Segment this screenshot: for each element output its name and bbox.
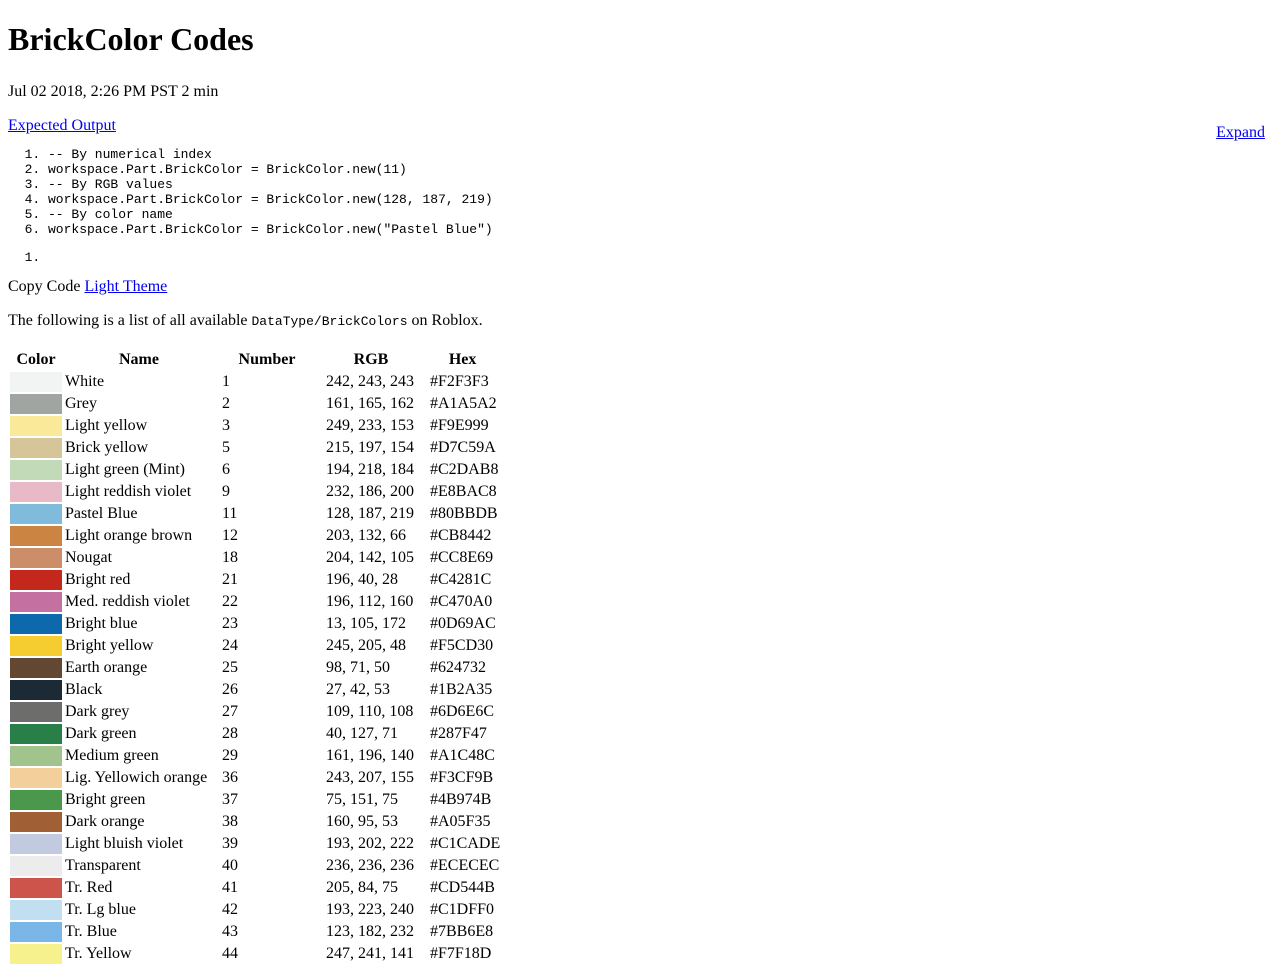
cell-number: 18: [222, 549, 238, 566]
cell-hex: #E8BAC8: [430, 483, 497, 500]
cell-rgb: 242, 243, 243: [326, 373, 414, 390]
color-swatch-cell: [10, 526, 62, 546]
cell-hex: #F3CF9B: [430, 769, 494, 786]
color-swatch: [10, 768, 62, 788]
cell-number: 38: [222, 813, 238, 830]
cell-rgb: 27, 42, 53: [326, 681, 390, 698]
table-row: [10, 548, 501, 568]
cell-number: 9: [222, 483, 230, 500]
cell-number: 3: [222, 417, 230, 434]
table-row: [10, 856, 501, 876]
header-hex: Hex: [448, 351, 477, 368]
cell-rgb: 205, 84, 75: [326, 879, 398, 896]
cell-hex: #CD544B: [430, 879, 495, 896]
color-swatch-cell: [10, 944, 62, 964]
color-swatch: [10, 658, 62, 678]
cell-number: 2: [222, 395, 230, 412]
color-swatch: [10, 944, 62, 964]
table-row: [10, 372, 501, 392]
cell-number: 11: [222, 505, 238, 522]
page-title: BrickColor Codes: [8, 21, 254, 57]
cell-name: Light orange brown: [65, 527, 193, 544]
cell-hex: #C1DFF0: [430, 901, 495, 918]
code-toolbar: [8, 117, 1265, 141]
cell-hex: #624732: [430, 659, 486, 676]
table-row: [10, 636, 501, 656]
color-swatch: [10, 372, 62, 392]
code-block: [8, 147, 1265, 237]
table-row: [10, 900, 501, 920]
color-swatch-cell: [10, 680, 62, 700]
intro-before: The following is a list of all available: [8, 312, 248, 329]
table-row: [10, 394, 501, 414]
color-swatch-cell: [10, 614, 62, 634]
cell-hex: #C1CADE: [430, 835, 501, 852]
copy-code-button[interactable]: Copy Code: [8, 278, 81, 295]
color-swatch: [10, 526, 62, 546]
header-name: Name: [119, 351, 159, 368]
color-swatch-cell: [10, 394, 62, 414]
color-swatch: [10, 548, 62, 568]
cell-name: Bright blue: [65, 615, 138, 632]
color-swatch-cell: [10, 878, 62, 898]
color-swatch: [10, 614, 62, 634]
cell-name: Black: [65, 681, 103, 698]
cell-rgb: 109, 110, 108: [326, 703, 414, 720]
cell-hex: #A1C48C: [430, 747, 495, 764]
color-swatch-cell: [10, 460, 62, 480]
cell-hex: #C470A0: [430, 593, 493, 610]
cell-hex: #F2F3F3: [430, 373, 489, 390]
cell-hex: #0D69AC: [430, 615, 496, 632]
code-line: 4. workspace.Part.BrickColor = BrickColor.new(128, 187, 219): [48, 192, 1265, 207]
cell-name: Light green (Mint): [65, 461, 185, 478]
cell-number: 36: [222, 769, 238, 786]
cell-name: Dark grey: [65, 703, 130, 720]
cell-hex: #A1A5A2: [430, 395, 497, 412]
cell-name: Dark orange: [65, 813, 145, 830]
cell-name: White: [65, 373, 105, 390]
table-row: [10, 768, 501, 788]
cell-number: 43: [222, 923, 238, 940]
color-swatch: [10, 504, 62, 524]
cell-number: 28: [222, 725, 238, 742]
cell-name: Nougat: [65, 549, 113, 566]
cell-name: Tr. Blue: [65, 923, 117, 940]
cell-rgb: 203, 132, 66: [326, 527, 406, 544]
table-row: [10, 416, 501, 436]
color-swatch-cell: [10, 636, 62, 656]
color-swatch: [10, 790, 62, 810]
cell-number: 23: [222, 615, 238, 632]
code-actions: [8, 278, 1265, 296]
cell-hex: #1B2A35: [430, 681, 493, 698]
cell-rgb: 193, 202, 222: [326, 835, 414, 852]
header-color: Color: [16, 351, 56, 368]
cell-rgb: 249, 233, 153: [326, 417, 414, 434]
table-row: [10, 790, 501, 810]
cell-name: Transparent: [65, 857, 141, 874]
color-swatch-cell: [10, 548, 62, 568]
color-swatch-cell: [10, 768, 62, 788]
cell-rgb: 245, 205, 48: [326, 637, 406, 654]
cell-hex: #6D6E6C: [430, 703, 494, 720]
color-swatch: [10, 702, 62, 722]
cell-rgb: 204, 142, 105: [326, 549, 414, 566]
cell-name: Bright red: [65, 571, 131, 588]
table-row: [10, 922, 501, 942]
cell-number: 24: [222, 637, 238, 654]
cell-hex: #C4281C: [430, 571, 492, 588]
output-line: [48, 250, 1265, 265]
cell-number: 6: [222, 461, 230, 478]
cell-hex: #ECECEC: [430, 857, 500, 874]
cell-number: 26: [222, 681, 238, 698]
cell-name: Bright green: [65, 791, 146, 808]
intro-text: [8, 312, 1265, 331]
table-header-row: [10, 350, 501, 370]
table-row: [10, 724, 501, 744]
output-block: [8, 250, 1265, 265]
code-line: 2. workspace.Part.BrickColor = BrickColor.new(11): [48, 162, 1265, 177]
color-swatch: [10, 812, 62, 832]
color-swatch-cell: [10, 856, 62, 876]
color-swatch: [10, 878, 62, 898]
cell-hex: #80BBDB: [430, 505, 498, 522]
cell-name: Light yellow: [65, 417, 148, 434]
cell-hex: #CB8442: [430, 527, 492, 544]
cell-rgb: 194, 218, 184: [326, 461, 414, 478]
color-swatch-cell: [10, 438, 62, 458]
cell-name: Lig. Yellowich orange: [65, 769, 208, 786]
table-row: [10, 438, 501, 458]
color-swatch-cell: [10, 592, 62, 612]
color-swatch-cell: [10, 570, 62, 590]
color-swatch: [10, 746, 62, 766]
cell-number: 25: [222, 659, 238, 676]
cell-number: 5: [222, 439, 230, 456]
color-swatch: [10, 460, 62, 480]
color-swatch-cell: [10, 812, 62, 832]
cell-rgb: 196, 40, 28: [326, 571, 398, 588]
header-rgb: RGB: [353, 351, 389, 368]
cell-rgb: 98, 71, 50: [326, 659, 390, 676]
color-swatch-cell: [10, 504, 62, 524]
cell-rgb: 232, 186, 200: [326, 483, 414, 500]
color-swatch-cell: [10, 922, 62, 942]
cell-number: 44: [222, 945, 238, 962]
cell-name: Pastel Blue: [65, 505, 138, 522]
cell-number: 22: [222, 593, 238, 610]
cell-rgb: 40, 127, 71: [326, 725, 398, 742]
code-line: 1. -- By numerical index: [48, 147, 1265, 162]
cell-name: Med. reddish violet: [65, 593, 190, 610]
header-number: Number: [238, 351, 296, 368]
color-swatch: [10, 922, 62, 942]
color-swatch: [10, 680, 62, 700]
color-swatch: [10, 724, 62, 744]
cell-rgb: 196, 112, 160: [326, 593, 414, 610]
cell-number: 37: [222, 791, 238, 808]
intro-code: DataType/BrickColors: [251, 314, 408, 329]
cell-name: Tr. Yellow: [65, 945, 132, 962]
page: [8, 0, 1265, 966]
cell-name: Grey: [65, 395, 97, 412]
cell-number: 39: [222, 835, 238, 852]
cell-hex: #7BB6E8: [430, 923, 494, 940]
cell-hex: #F5CD30: [430, 637, 494, 654]
table-row: [10, 878, 501, 898]
table-row: [10, 944, 501, 964]
table-body: [10, 372, 501, 964]
table-row: [10, 460, 501, 480]
table-row: [10, 702, 501, 722]
cell-name: Medium green: [65, 747, 159, 764]
color-swatch: [10, 856, 62, 876]
color-swatch-cell: [10, 790, 62, 810]
cell-number: 12: [222, 527, 238, 544]
table-row: [10, 658, 501, 678]
code-line: 6. workspace.Part.BrickColor = BrickColor.new("Pastel Blue"): [48, 222, 1265, 237]
cell-hex: #287F47: [430, 725, 487, 742]
cell-number: 1: [222, 373, 230, 390]
cell-name: Brick yellow: [65, 439, 149, 456]
light-theme-link[interactable]: Light Theme: [84, 278, 168, 295]
color-swatch-cell: [10, 724, 62, 744]
color-swatch: [10, 900, 62, 920]
cell-name: Bright yellow: [65, 637, 154, 654]
color-swatch: [10, 482, 62, 502]
cell-hex: #4B974B: [430, 791, 492, 808]
cell-rgb: 193, 223, 240: [326, 901, 414, 918]
table-row: [10, 592, 501, 612]
cell-rgb: 247, 241, 141: [326, 945, 414, 962]
expand-link[interactable]: Expand: [1216, 124, 1265, 141]
cell-name: Light bluish violet: [65, 835, 184, 852]
color-swatch-cell: [10, 482, 62, 502]
cell-rgb: 160, 95, 53: [326, 813, 398, 830]
brickcolor-table: [8, 348, 503, 966]
color-swatch-cell: [10, 746, 62, 766]
table-row: [10, 482, 501, 502]
cell-hex: #CC8E69: [430, 549, 494, 566]
cell-rgb: 243, 207, 155: [326, 769, 414, 786]
color-swatch-cell: [10, 834, 62, 854]
cell-rgb: 13, 105, 172: [326, 615, 406, 632]
cell-name: Dark green: [65, 725, 137, 742]
table-row: [10, 812, 501, 832]
cell-rgb: 123, 182, 232: [326, 923, 414, 940]
cell-number: 29: [222, 747, 238, 764]
color-swatch-cell: [10, 900, 62, 920]
cell-hex: #F7F18D: [430, 945, 492, 962]
color-swatch-cell: [10, 658, 62, 678]
cell-rgb: 215, 197, 154: [326, 439, 414, 456]
color-swatch: [10, 416, 62, 436]
cell-name: Tr. Red: [65, 879, 113, 896]
color-swatch-cell: [10, 702, 62, 722]
table-row: [10, 834, 501, 854]
table-row: [10, 504, 501, 524]
cell-rgb: 161, 165, 162: [326, 395, 414, 412]
color-swatch: [10, 438, 62, 458]
cell-name: Light reddish violet: [65, 483, 192, 500]
cell-hex: #A05F35: [430, 813, 491, 830]
post-meta: Jul 02 2018, 2:26 PM PST 2 min: [8, 83, 219, 100]
color-swatch: [10, 636, 62, 656]
code-line: 3. -- By RGB values: [48, 177, 1265, 192]
intro-after: on Roblox.: [411, 312, 483, 329]
table-row: [10, 570, 501, 590]
table-row: [10, 680, 501, 700]
cell-rgb: 161, 196, 140: [326, 747, 414, 764]
cell-number: 21: [222, 571, 238, 588]
color-swatch-cell: [10, 372, 62, 392]
color-swatch: [10, 834, 62, 854]
cell-number: 40: [222, 857, 238, 874]
cell-rgb: 128, 187, 219: [326, 505, 414, 522]
table-row: [10, 526, 501, 546]
color-swatch: [10, 592, 62, 612]
cell-number: 41: [222, 879, 238, 896]
cell-name: Earth orange: [65, 659, 148, 676]
cell-hex: #C2DAB8: [430, 461, 499, 478]
color-swatch-cell: [10, 416, 62, 436]
cell-number: 27: [222, 703, 238, 720]
expected-output-link[interactable]: Expected Output: [8, 117, 116, 134]
code-line: 5. -- By color name: [48, 207, 1265, 222]
table-row: [10, 614, 501, 634]
table-row: [10, 746, 501, 766]
cell-rgb: 75, 151, 75: [326, 791, 398, 808]
color-swatch: [10, 394, 62, 414]
cell-rgb: 236, 236, 236: [326, 857, 414, 874]
cell-name: Tr. Lg blue: [65, 901, 136, 918]
cell-number: 42: [222, 901, 238, 918]
color-swatch: [10, 570, 62, 590]
cell-hex: #F9E999: [430, 417, 489, 434]
cell-hex: #D7C59A: [430, 439, 496, 456]
